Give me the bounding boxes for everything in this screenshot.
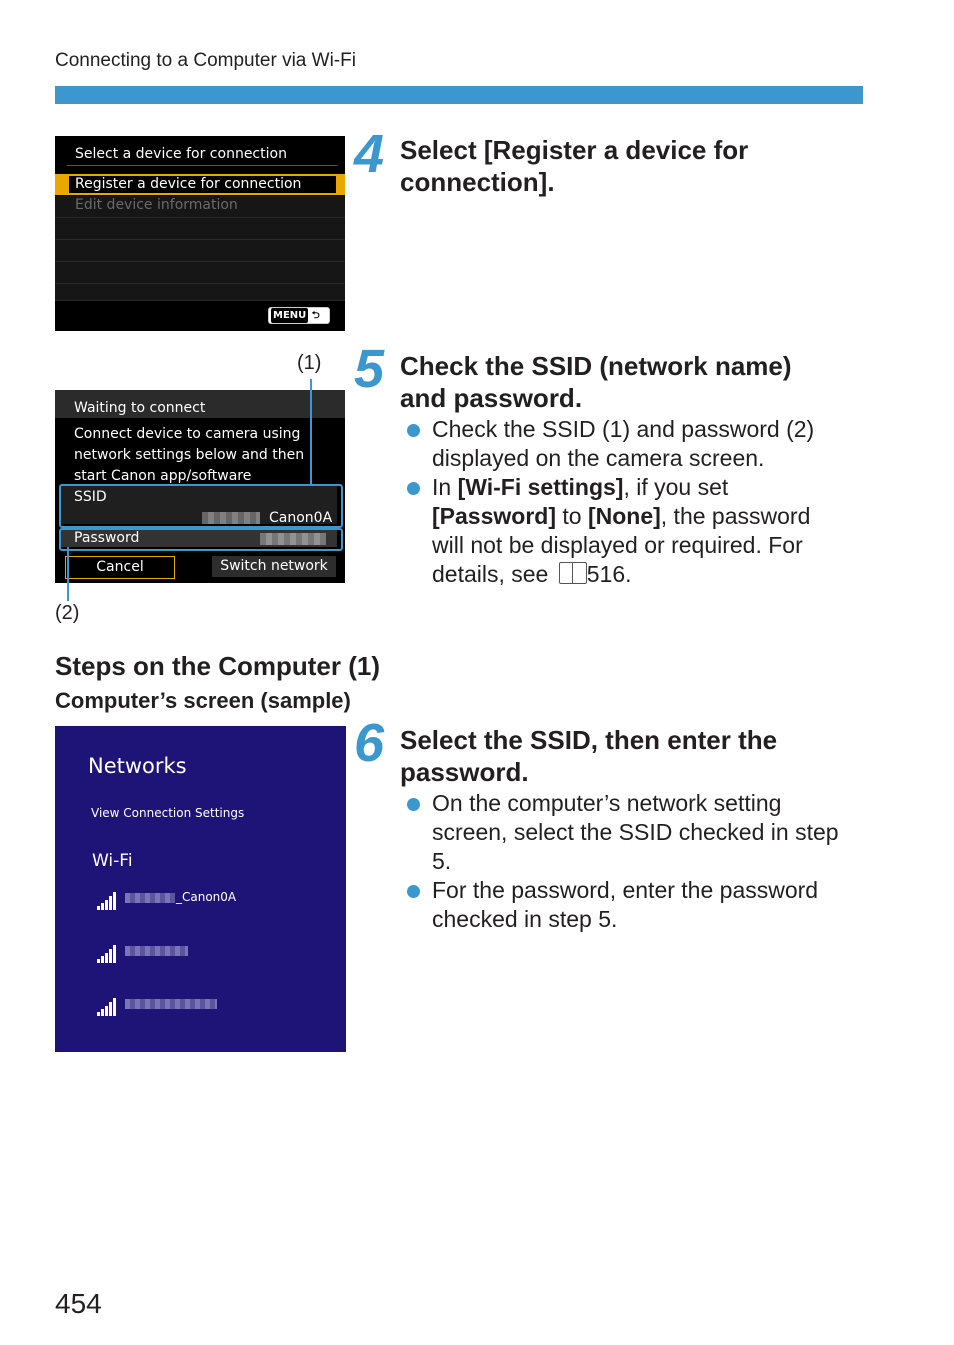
step-number-6: 6 — [354, 713, 385, 773]
camera-screen-device-select — [55, 136, 345, 331]
network-item-canon0a[interactable]: _Canon0A — [176, 890, 237, 904]
text-run: , if you set — [623, 474, 729, 500]
bullet-item — [400, 415, 860, 473]
step6-bullets — [400, 789, 870, 934]
step4-title — [400, 134, 748, 198]
menu-row — [55, 218, 345, 240]
password-highlight — [59, 528, 343, 551]
callout-2-line — [67, 547, 69, 601]
bullet-text: On the computer’s network setting — [432, 790, 782, 816]
menu-item-register-device: Register a device for connection — [69, 176, 336, 193]
bullet-text — [432, 502, 860, 531]
selected-item-highlight — [55, 174, 345, 195]
step-number-5: 5 — [354, 339, 385, 399]
bullet-item — [400, 789, 870, 876]
section-heading: Steps on the Computer (1) — [55, 651, 381, 681]
bullet-dot-icon — [407, 798, 420, 811]
camera-screen-title: Select a device for connection — [75, 146, 287, 162]
network-item-blurred[interactable] — [125, 999, 217, 1009]
step5-bullets — [400, 415, 860, 589]
bullet-dot-icon — [407, 482, 420, 495]
back-arrow-icon: ⮌ — [311, 310, 320, 321]
page-reference[interactable]: 516. — [586, 561, 632, 587]
step5-title — [400, 350, 792, 414]
bullet-item — [400, 876, 870, 934]
bullet-text: 5. — [432, 848, 452, 874]
bullet-text: For the password, enter the password — [432, 877, 819, 903]
step4-title-line: connection]. — [400, 167, 555, 197]
cancel-button[interactable]: Cancel — [65, 556, 175, 579]
wifi-heading: Wi-Fi — [92, 851, 133, 871]
menu-row — [55, 240, 345, 262]
menu-row — [55, 284, 345, 301]
password-label: Password — [74, 530, 140, 546]
callout-1-line — [310, 379, 312, 485]
bullet-text: screen, select the SSID checked in step — [432, 819, 839, 845]
step6-title-line: Select the SSID, then enter the — [400, 725, 778, 755]
menu-button-icon — [268, 307, 330, 324]
bullet-text: displayed on the camera screen. — [432, 445, 765, 471]
view-connection-settings-link[interactable]: View Connection Settings — [91, 806, 245, 820]
term-none: [None] — [587, 503, 661, 529]
text-run: to — [555, 503, 588, 529]
term-wifi-settings: [Wi-Fi settings] — [457, 474, 624, 500]
callout-2: (2) — [55, 602, 80, 624]
text-run: In — [432, 474, 458, 500]
menu-row — [55, 262, 345, 284]
computer-networks-screen — [55, 726, 346, 1052]
waiting-title: Waiting to connect — [74, 400, 206, 416]
message-line: start Canon app/software — [74, 468, 252, 484]
callout-1: (1) — [297, 352, 322, 374]
step-number-4: 4 — [354, 124, 385, 184]
running-header: Connecting to a Computer via Wi-Fi — [55, 50, 356, 71]
message-line: network settings below and then — [74, 447, 305, 463]
networks-title: Networks — [88, 754, 187, 778]
section-subheading: Computer’s screen (sample) — [55, 688, 351, 713]
connect-message — [74, 424, 334, 487]
signal-icon — [97, 998, 119, 1016]
bullet-dot-icon — [407, 885, 420, 898]
divider — [67, 165, 337, 166]
header-bar — [55, 86, 863, 104]
signal-icon — [97, 892, 119, 910]
bullet-dot-icon — [407, 424, 420, 437]
bullet-text: will not be displayed or required. For — [432, 532, 803, 558]
step6-title-line: password. — [400, 757, 529, 787]
page-number: 454 — [55, 1288, 102, 1319]
text-run: details, see — [432, 561, 555, 587]
text-run: , the password — [660, 503, 811, 529]
switch-network-button[interactable]: Switch network — [212, 556, 336, 577]
ssid-highlight — [59, 484, 343, 528]
bullet-text: Check the SSID (1) and password (2) — [432, 416, 815, 442]
ssid-value: Canon0A — [269, 510, 333, 526]
step4-title-line: Select [Register a device for — [400, 135, 749, 165]
bullet-text — [432, 560, 860, 589]
menu-label: MENU — [273, 310, 307, 321]
blurred-network-name — [125, 893, 175, 903]
step6-title — [400, 724, 777, 788]
step5-title-line: Check the SSID (network name) — [400, 351, 792, 381]
signal-icon — [97, 945, 119, 963]
bullet-text — [432, 473, 860, 502]
bullet-item — [400, 473, 860, 589]
network-item-blurred[interactable] — [125, 946, 188, 956]
menu-item-edit-device-info: Edit device information — [75, 197, 238, 213]
message-line: Connect device to camera using — [74, 426, 301, 442]
step5-title-line: and password. — [400, 383, 583, 413]
book-icon — [559, 562, 587, 584]
bullet-text: checked in step 5. — [432, 906, 618, 932]
term-password: [Password] — [432, 503, 556, 529]
ssid-label: SSID — [74, 489, 107, 505]
